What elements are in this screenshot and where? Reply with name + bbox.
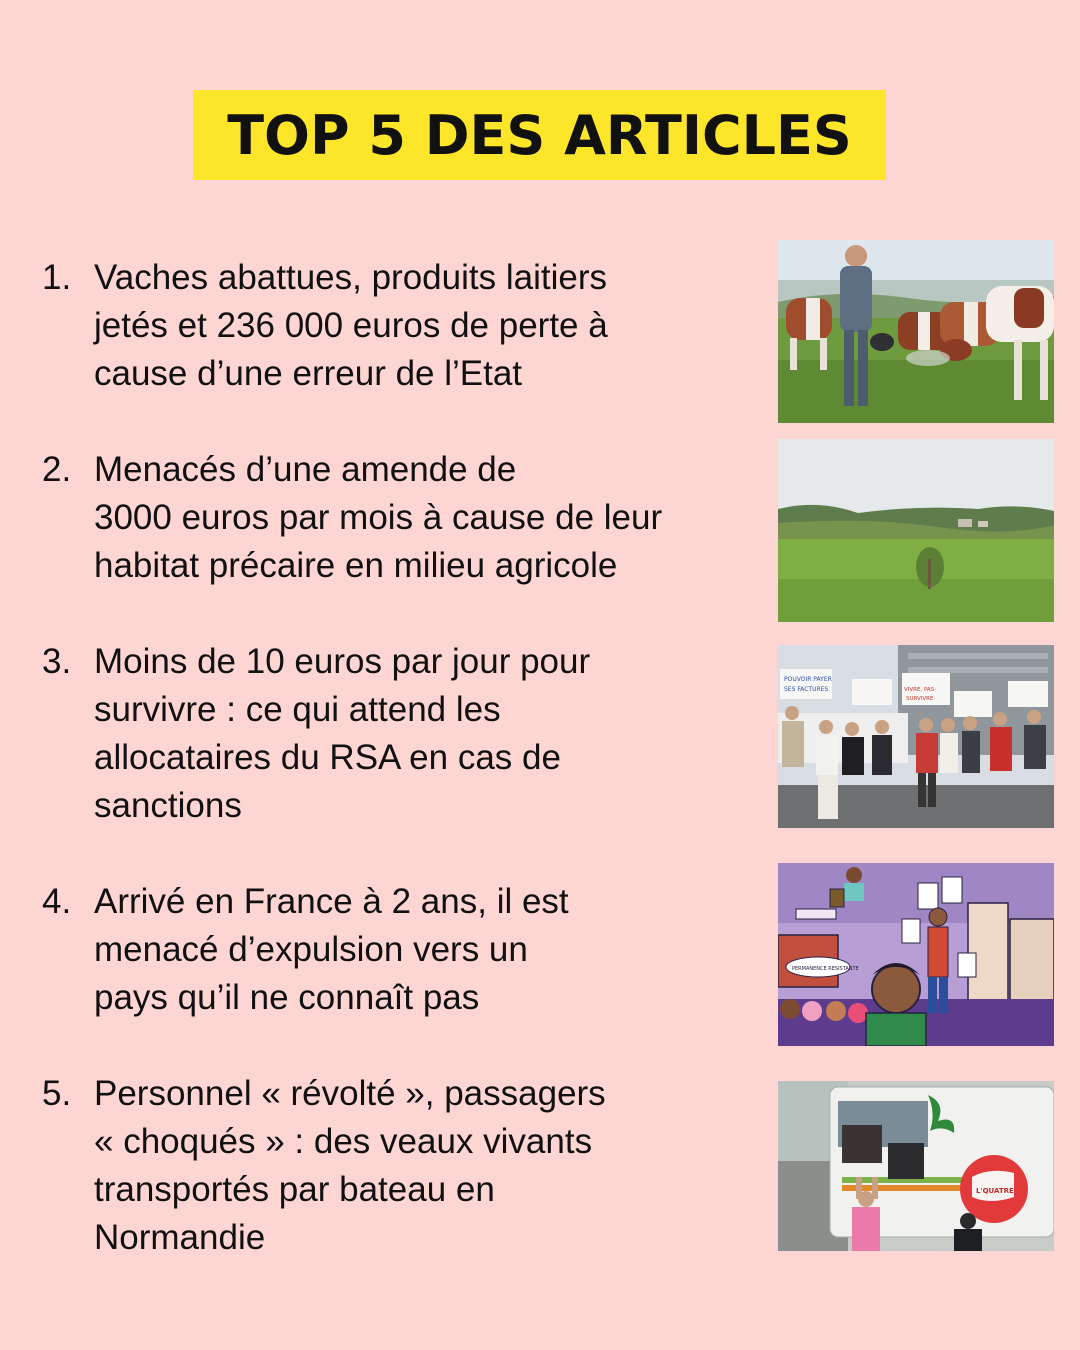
article-title-line: Arrivé en France à 2 ans, il est (94, 882, 569, 921)
article-title-line: 3000 euros par mois à cause de leur (94, 498, 663, 537)
article-thumbnail-cows[interactable] (778, 240, 1054, 423)
article-title-line: menacé d’expulsion vers un (94, 930, 528, 969)
article-number: 3. (42, 642, 72, 681)
page-title: TOP 5 DES ARTICLES (227, 103, 852, 167)
article-title[interactable] (94, 254, 754, 398)
sign-text: SES FACTURES (784, 686, 829, 693)
sign-text: POUVOIR PAYER (784, 676, 832, 683)
article-number: 4. (42, 882, 72, 921)
article-title-line: habitat précaire en milieu agricole (94, 546, 618, 585)
article-title-line: jetés et 236 000 euros de perte à (94, 306, 608, 345)
article-title-line: « choqués » : des veaux vivants (94, 1122, 593, 1161)
article-title-line: allocataires du RSA en cas de (94, 738, 561, 777)
balloon-text: L'QUATRE (976, 1187, 1014, 1195)
article-title-line: pays qu’il ne connaît pas (94, 978, 480, 1017)
article-title-line: Menacés d’une amende de (94, 450, 517, 489)
article-title[interactable] (94, 446, 754, 590)
article-thumbnail-illustration[interactable] (778, 863, 1054, 1046)
article-thumbnail-protest[interactable] (778, 645, 1054, 828)
title-banner (193, 90, 886, 180)
article-number: 5. (42, 1074, 72, 1113)
bubble-text: PERMANENCE RESISTANTE (792, 966, 859, 972)
article-title-line: sanctions (94, 786, 242, 825)
article-title-line: transportés par bateau en (94, 1170, 495, 1209)
sign-text: SURVIVRE (906, 696, 934, 702)
article-title[interactable] (94, 878, 754, 1022)
article-title-line: Vaches abattues, produits laitiers (94, 258, 607, 297)
sign-text: VIVRE, PAS (904, 687, 935, 693)
article-title-line: cause d’une erreur de l’Etat (94, 354, 523, 393)
article-thumbnail-field[interactable] (778, 439, 1054, 622)
article-title-line: Personnel « révolté », passagers (94, 1074, 606, 1113)
article-title[interactable] (94, 1070, 754, 1262)
article-thumbnail-truck[interactable] (778, 1081, 1054, 1264)
article-title-line: Normandie (94, 1218, 266, 1257)
article-title[interactable] (94, 638, 754, 830)
article-title-line: survivre : ce qui attend les (94, 690, 501, 729)
article-number: 1. (42, 258, 72, 297)
article-title-line: Moins de 10 euros par jour pour (94, 642, 591, 681)
article-number: 2. (42, 450, 72, 489)
